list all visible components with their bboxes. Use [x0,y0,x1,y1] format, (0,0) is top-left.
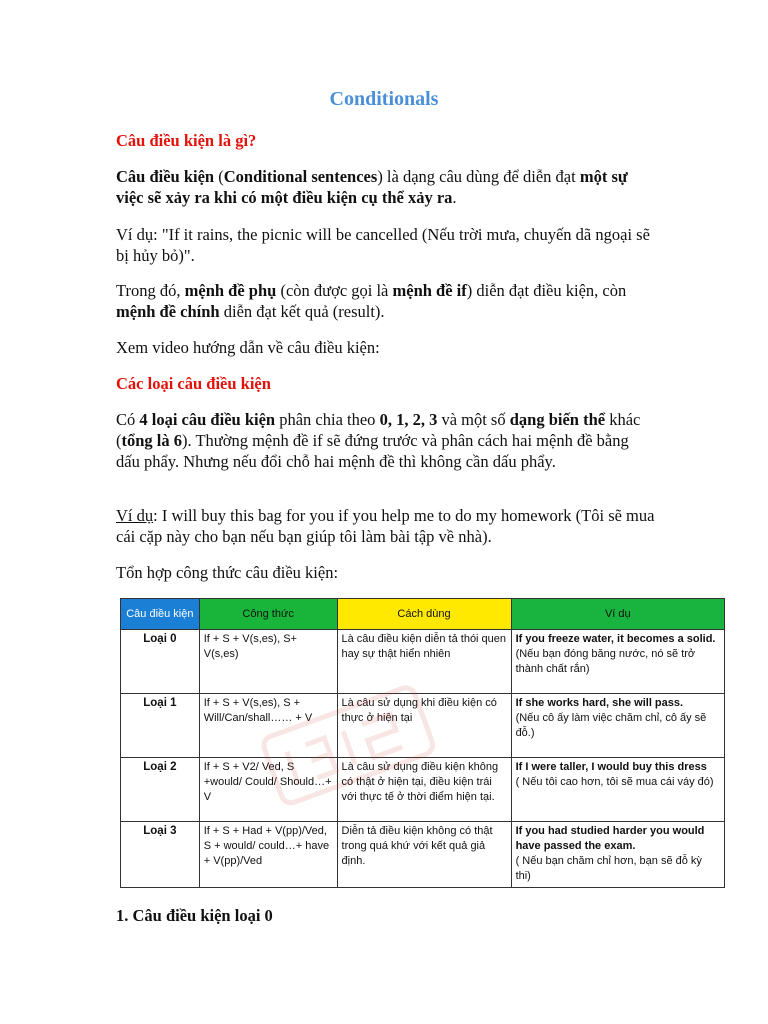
paragraph-types [116,409,656,472]
cell-usage: Là câu sử dụng điều kiện không có thật ở hiện tại, điều kiện trái với thực tế ở thời điểm hiện tại. [337,758,511,822]
page-title: Conditionals [329,88,439,110]
term-total: tổng là 6 [121,431,183,450]
cell-formula: If + S + Had + V(pp)/Ved, S + would/ could…+ have + V(pp)/Ved [199,822,337,888]
table-header-row [121,599,725,630]
term-numbers: 0, 1, 2, 3 [379,410,438,429]
section-heading-what-is: Câu điều kiện là gì? [116,131,257,150]
term-sub-clause: mệnh đề phụ [184,281,277,300]
table-row [121,694,725,758]
text: diễn đạt kết quả (result). [219,302,385,321]
text: ) diễn đạt điều kiện, còn [466,281,627,300]
term-meaning: một sự việc sẽ xảy ra khi có một điều kiện cụ thể xảy ra [116,167,628,207]
header-formula: Công thức [199,599,337,630]
cell-usage: Diễn tả điều kiện không có thật trong quá khứ với kết quả giả định. [337,822,511,888]
header-example: Ví dụ [511,599,724,630]
text: Có [116,410,140,429]
cell-type: Loại 3 [121,822,200,888]
term-main-clause: mệnh đề chính [116,302,220,321]
text: Trong đó, [116,281,185,300]
paragraph-example-bag [116,505,656,547]
table-row [121,630,725,694]
section-heading-types: Các loại câu điều kiện [116,374,271,393]
conditionals-table-wrapper [120,598,725,886]
example-vietnamese: ( Nếu bạn chăm chỉ hơn, bạn sẽ đỗ kỳ thi) [515,855,702,882]
cell-example [511,822,724,888]
cell-usage: Là câu sử dụng khi điều kiện có thực ở hiện tại [337,694,511,758]
cell-formula: If + S + V(s,es), S + Will/Can/shall…… + V [199,694,337,758]
paragraph-example: Ví dụ: "If it rains, the picnic will be cancelled (Nếu trời mưa, chuyến dã ngoại sẽ bị hủy bỏ)". [116,225,650,265]
cell-type: Loại 0 [121,630,200,694]
text: . [452,188,457,207]
paragraph-video: Xem video hướng dẫn về câu điều kiện: [116,338,380,357]
cell-formula: If + S + V(s,es), S+ V(s,es) [199,630,337,694]
cell-usage: Là câu điều kiện diễn tả thói quen hay sự thật hiển nhiên [337,630,511,694]
example-english: If you had studied harder you would have passed the exam. [515,825,705,852]
text: phân chia theo [275,410,380,429]
cell-example [511,758,724,822]
text: khác ( [116,410,641,450]
example-english: If you freeze water, it becomes a solid. [515,633,716,645]
text: ) là dạng câu dùng để diễn đạt [377,167,580,186]
term-english: Conditional sentences [223,167,378,186]
cell-example [511,694,724,758]
text: và một số [437,410,510,429]
cell-example [511,630,724,694]
text: (còn được gọi là [276,281,393,300]
cell-type: Loại 1 [121,694,200,758]
table-row [121,822,725,888]
conditionals-table [120,598,725,888]
paragraph-definition [116,166,656,208]
term-conditional: Câu điều kiện [116,167,215,186]
section-heading-type-zero: 1. Câu điều kiện loại 0 [116,906,273,925]
example-vietnamese: ( Nếu tôi cao hơn, tôi sẽ mua cái váy đó) [515,776,714,788]
text: : I will buy this bag for you if you help me to do my homework (Tôi sẽ mua cái cặp này cho bạn nếu bạn giúp tôi làm bài tập về nhà). [116,506,655,546]
term-if-clause: mệnh đề if [392,281,467,300]
term-four-types: 4 loại câu điều kiện [139,410,276,429]
header-type: Câu điều kiện [121,599,200,630]
text: ( [214,167,224,186]
example-english: If she works hard, she will pass. [515,697,684,709]
paragraph-summary: Tổn hợp công thức câu điều kiện: [116,563,339,582]
header-usage: Cách dùng [337,599,511,630]
example-vietnamese: (Nếu cô ấy làm việc chăm chỉ, cô ấy sẽ đỗ.) [515,712,707,739]
table-row [121,758,725,822]
example-label: Ví dụ [116,506,154,525]
cell-formula: If + S + V2/ Ved, S +would/ Could/ Should…+ V [199,758,337,822]
term-variants: dạng biến thể [509,410,606,429]
cell-type: Loại 2 [121,758,200,822]
paragraph-clauses [116,280,656,322]
example-vietnamese: (Nếu bạn đóng băng nước, nó sẽ trở thành chất rắn) [515,648,696,675]
text: ). Thường mệnh đề if sẽ đứng trước và phân cách hai mệnh đề bằng dấu phẩy. Nhưng nếu đổi chỗ hai mệnh đề thì không cần dấu phẩy. [116,431,629,471]
example-english: If I were taller, I would buy this dress [515,761,707,773]
